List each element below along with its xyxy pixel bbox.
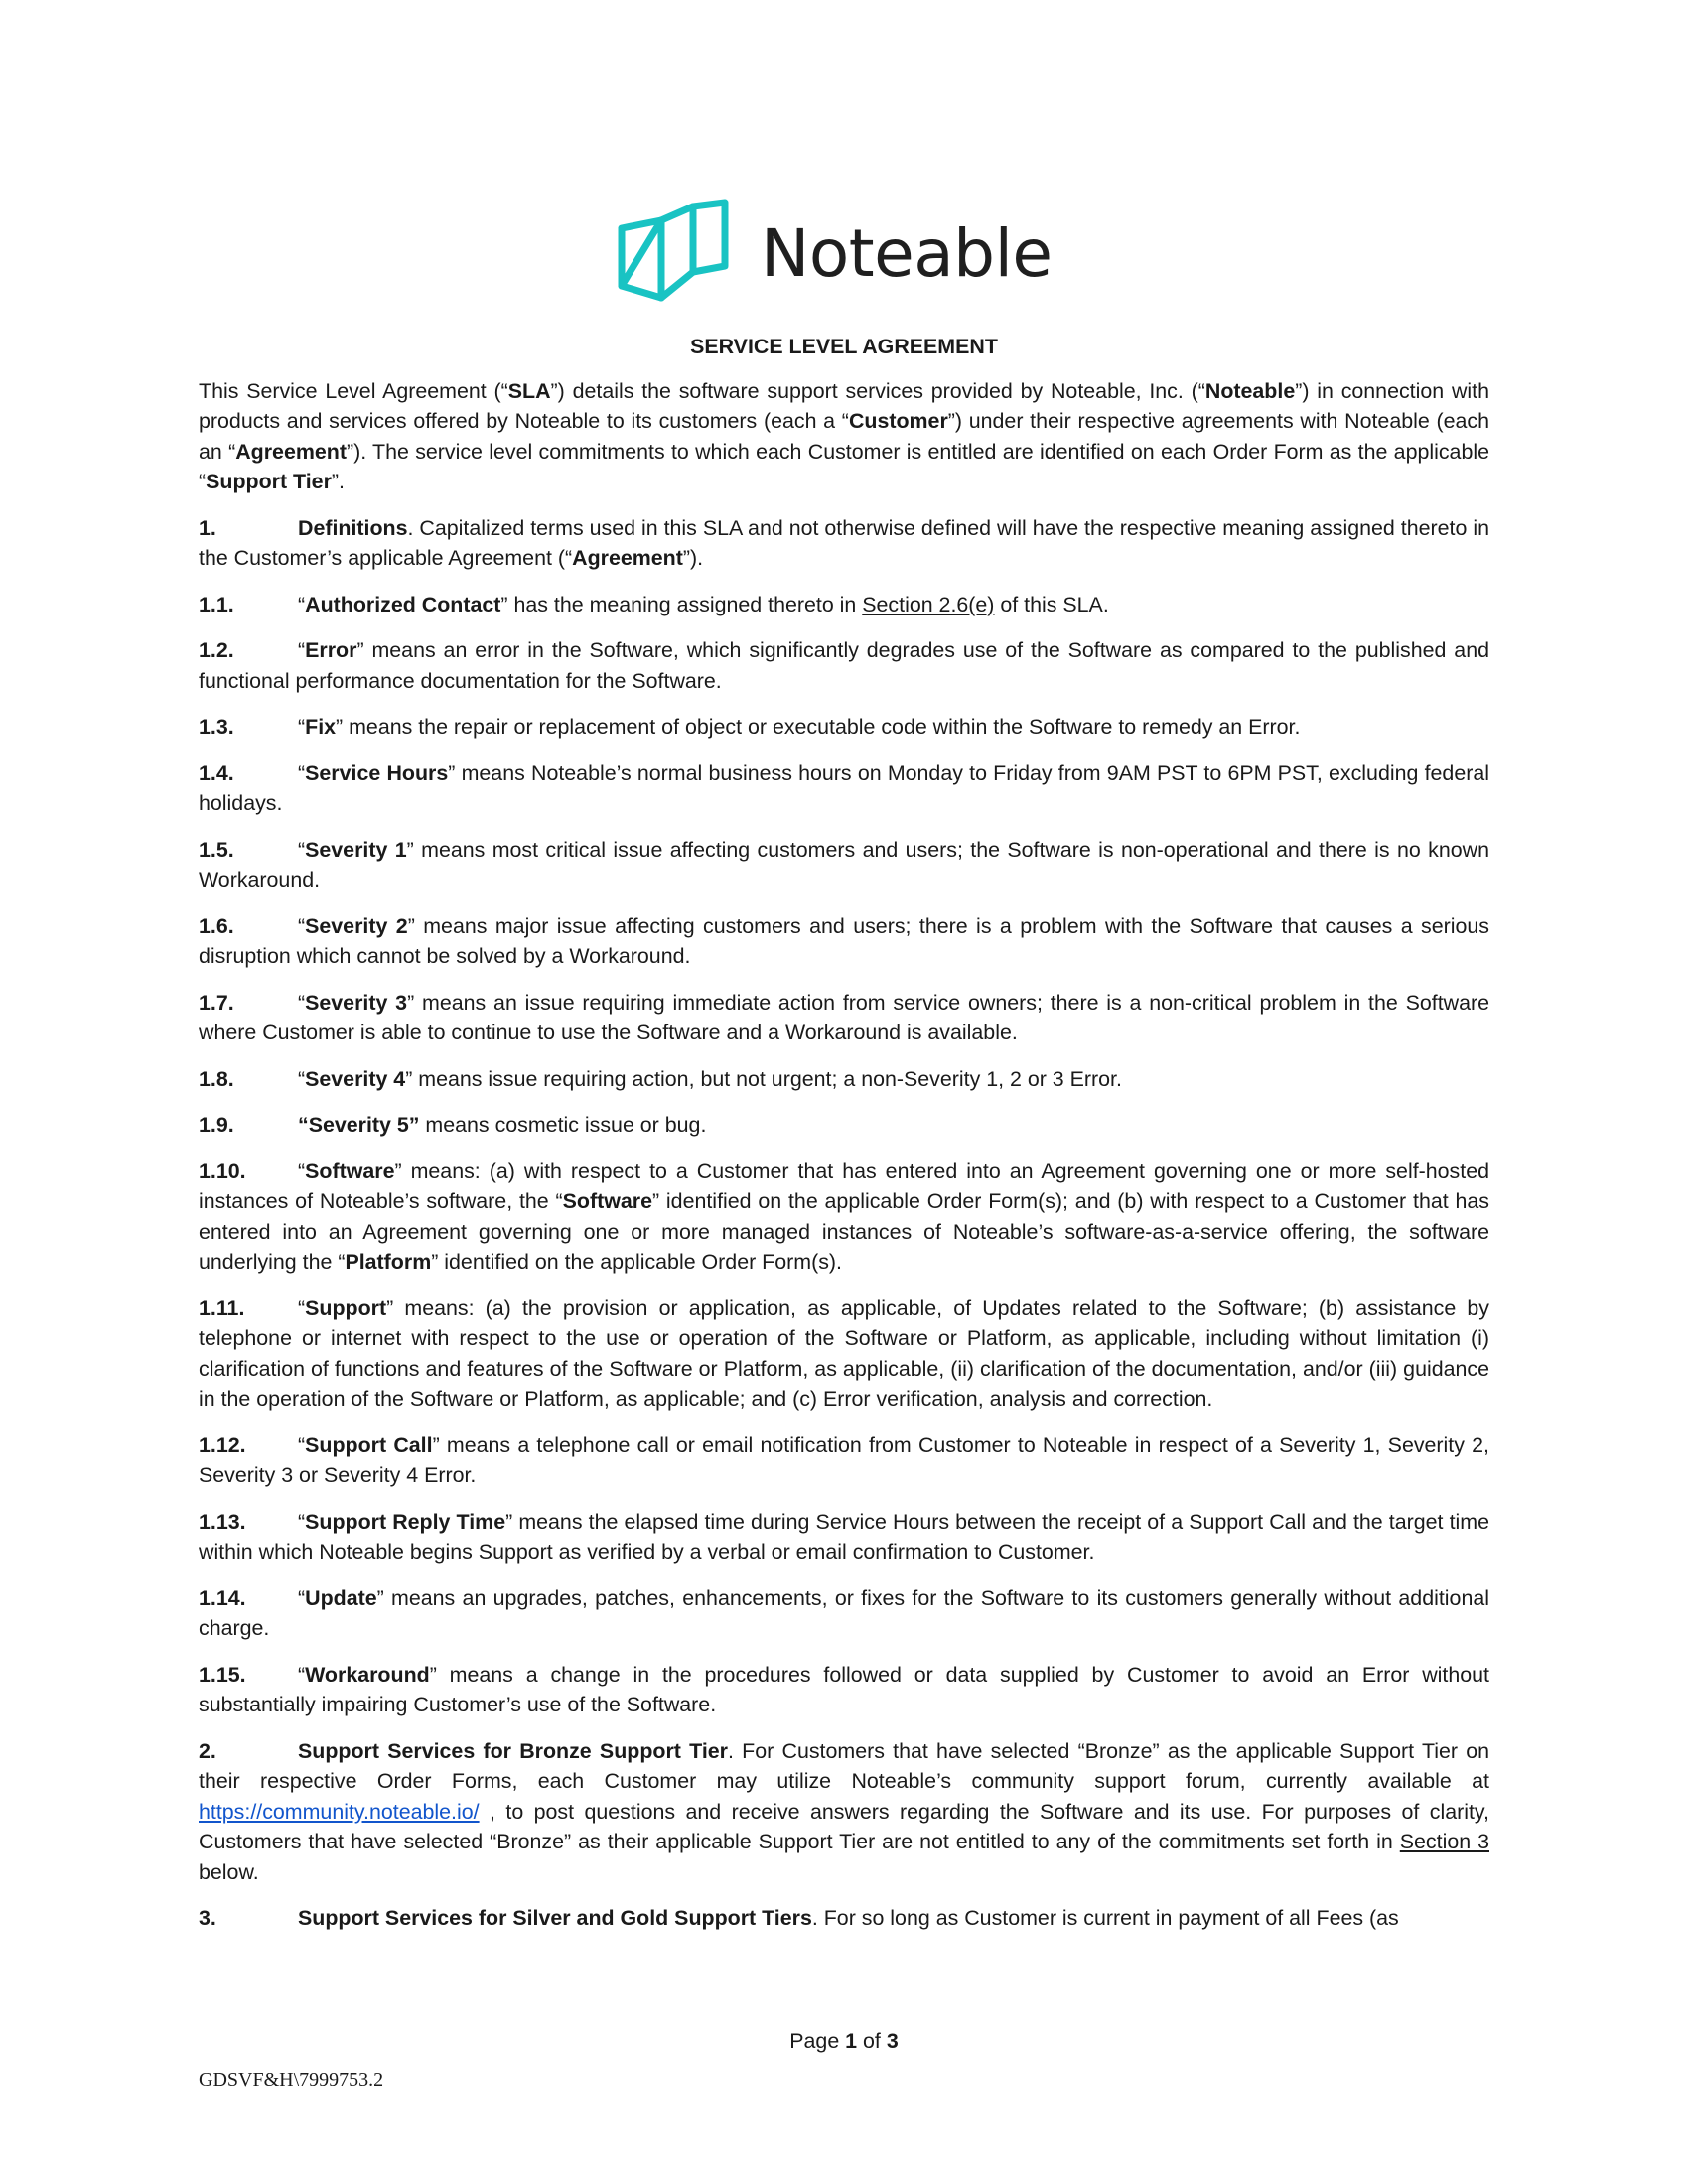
definition-1-1: 1.1. “Authorized Contact” has the meaning assigned thereto in Section 2.6(e) of this SLA. <box>199 590 1489 620</box>
definition-1-7: 1.7. “Severity 3” means an issue requiring immediate action from service owners; there is a non-critical problem in the Software where Customer is able to continue to use the Software and a Workaround is available. <box>199 988 1489 1048</box>
definition-1-6: 1.6. “Severity 2” means major issue affecting customers and users; there is a problem with the Software that causes a serious disruption which cannot be solved by a Workaround. <box>199 911 1489 972</box>
definition-1-10: 1.10. “Software” means: (a) with respect to a Customer that has entered into an Agreement governing one or more self-hosted instances of Noteable’s software, the “Software” identified on the applicable Order Form(s); and (b) with respect to a Customer that has entered into an Agreement governing one or more managed instances of Noteable’s software-as-a-service offering, the software underlying the “Platform” identified on the applicable Order Form(s). <box>199 1157 1489 1278</box>
section-1-definitions: 1. Definitions. Capitalized terms used in this SLA and not otherwise defined will have the respective meaning assigned thereto in the Customer’s applicable Agreement (“Agreement”). <box>199 513 1489 574</box>
document-id: GDSVF&H\7999753.2 <box>199 2069 384 2091</box>
section-3-reference: Section 3 <box>1399 1830 1489 1853</box>
page-number: Page 1 of 3 <box>789 2029 899 2053</box>
section-number: 1.3. <box>199 715 234 739</box>
section-number: 1.5. <box>199 837 234 862</box>
definition-1-14: 1.14. “Update” means an upgrades, patches, enhancements, or fixes for the Software to its customers generally without additional charge. <box>199 1583 1489 1644</box>
section-number: 1.12. <box>199 1433 246 1457</box>
definition-1-11: 1.11. “Support” means: (a) the provision or application, as applicable, of Updates related to the Software; (b) assistance by telephone or internet with respect to the use or operation of the Software or Platform, as applicable, including without limitation (i) clarification of functions and features of the Software or Platform, as applicable, (ii) clarification of the documentation, and/or (iii) guidance in the operation of the Software or Platform, as applicable; and (c) Error verification, analysis and correction. <box>199 1294 1489 1415</box>
definition-1-12: 1.12. “Support Call” means a telephone call or email notification from Customer to Noteable in respect of a Severity 1, Severity 2, Severity 3 or Severity 4 Error. <box>199 1431 1489 1491</box>
section-number: 1.8. <box>199 1066 234 1091</box>
definition-1-13: 1.13. “Support Reply Time” means the elapsed time during Service Hours between the receipt of a Support Call and the target time within which Noteable begins Support as verified by a verbal or email confirmation to Customer. <box>199 1507 1489 1568</box>
brand-name: Noteable <box>761 215 1053 292</box>
definition-1-9: 1.9. “Severity 5” means cosmetic issue or bug. <box>199 1110 1489 1141</box>
section-number: 1.10. <box>199 1159 246 1183</box>
definition-1-15: 1.15. “Workaround” means a change in the procedures followed or data supplied by Customer to avoid an Error without substantially impairing Customer’s use of the Software. <box>199 1660 1489 1720</box>
definition-1-4: 1.4. “Service Hours” means Noteable’s normal business hours on Monday to Friday from 9AM PST to 6PM PST, excluding federal holidays. <box>199 758 1489 819</box>
section-number: 1.15. <box>199 1662 246 1687</box>
section-number: 1.6. <box>199 913 234 938</box>
intro-paragraph: This Service Level Agreement (“SLA”) details the software support services provided by Noteable, Inc. (“Noteable”) in connection with products and services offered by Noteable to its customers (each a “Customer”) under their respective agreements with Noteable (each an “Agreement”). The service level commitments to which each Customer is entitled are identified on each Order Form as the applicable “Support Tier”. <box>199 378 1489 493</box>
section-3-silver-gold-support: 3. Support Services for Silver and Gold Support Tiers. For so long as Customer is current in payment of all Fees (as <box>199 1903 1489 1934</box>
document-body <box>199 332 1489 1950</box>
noteable-logo <box>618 199 1053 310</box>
section-2-bronze-support: 2. Support Services for Bronze Support Tier. For Customers that have selected “Bronze” as the applicable Support Tier on their respective Order Forms, each Customer may utilize Noteable’s community support forum, currently available at https://community.noteable.io/ , to post questions and receive answers regarding the Software and its use. For purposes of clarity, Customers that have selected “Bronze” as their applicable Support Tier are not entitled to any of the commitments set forth in Section 3 below. <box>199 1736 1489 1888</box>
definition-1-8: 1.8. “Severity 4” means issue requiring action, but not urgent; a non-Severity 1, 2 or 3 Error. <box>199 1064 1489 1095</box>
section-number: 1.4. <box>199 760 234 785</box>
document-title: SERVICE LEVEL AGREEMENT <box>690 335 998 358</box>
section-2-6e-reference: Section 2.6(e) <box>862 592 995 616</box>
community-forum-link[interactable]: https://community.noteable.io/ <box>199 1799 480 1824</box>
section-number: 1.1. <box>199 592 234 616</box>
section-number: 1.13. <box>199 1509 246 1534</box>
definition-1-5: 1.5. “Severity 1” means most critical issue affecting customers and users; the Software is non-operational and there is no known Workaround. <box>199 835 1489 895</box>
section-number: 1. <box>199 515 216 540</box>
section-number: 1.2. <box>199 638 234 662</box>
definition-1-3: 1.3. “Fix” means the repair or replacement of object or executable code within the Software to remedy an Error. <box>199 712 1489 743</box>
noteable-logo-icon <box>618 199 729 310</box>
section-number: 1.9. <box>199 1113 234 1137</box>
section-number: 1.7. <box>199 990 234 1015</box>
definition-1-2: 1.2. “Error” means an error in the Software, which significantly degrades use of the Software as compared to the published and functional performance documentation for the Software. <box>199 635 1489 696</box>
section-number: 1.11. <box>199 1296 245 1320</box>
section-number: 1.14. <box>199 1585 246 1610</box>
section-number: 3. <box>199 1906 216 1930</box>
section-number: 2. <box>199 1738 216 1763</box>
